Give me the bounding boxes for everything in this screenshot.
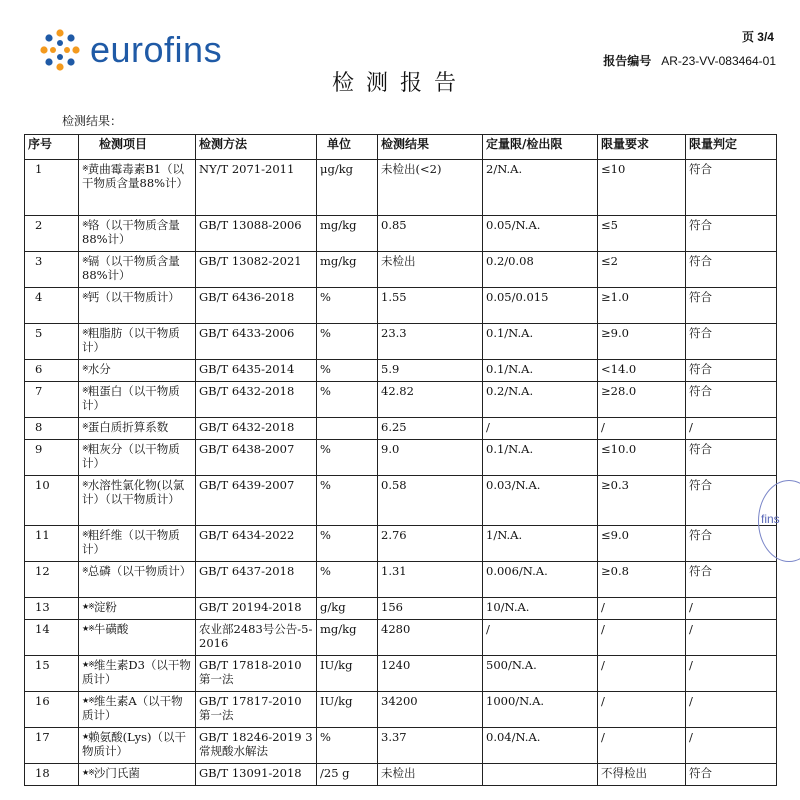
item-label: 维生素A（以干物质计） bbox=[82, 694, 183, 722]
quant-limit: 1/N.A. bbox=[483, 526, 598, 562]
row-number: 2 bbox=[25, 216, 79, 252]
table-row bbox=[25, 764, 777, 786]
unit bbox=[317, 418, 378, 440]
unit: /25 g bbox=[317, 764, 378, 786]
test-method: NY/T 2071-2011 bbox=[196, 160, 317, 216]
limit-requirement: <14.0 bbox=[598, 360, 686, 382]
test-result: 1.31 bbox=[378, 562, 483, 598]
row-number: 1 bbox=[25, 160, 79, 216]
unit: % bbox=[317, 288, 378, 324]
limit-requirement: ≥28.0 bbox=[598, 382, 686, 418]
column-header: 检测项目 bbox=[79, 135, 196, 160]
table-row bbox=[25, 440, 777, 476]
test-result: 0.58 bbox=[378, 476, 483, 526]
test-method: GB/T 6435-2014 bbox=[196, 360, 317, 382]
test-method: GB/T 17817-2010 第一法 bbox=[196, 692, 317, 728]
judgement: 符合 bbox=[686, 526, 777, 562]
item-mark: ★※ bbox=[82, 768, 94, 777]
table-row bbox=[25, 692, 777, 728]
quant-limit: / bbox=[483, 620, 598, 656]
limit-requirement: ≥9.0 bbox=[598, 324, 686, 360]
row-number: 4 bbox=[25, 288, 79, 324]
item-mark: ★※ bbox=[82, 624, 94, 633]
judgement: 符合 bbox=[686, 252, 777, 288]
table-row bbox=[25, 620, 777, 656]
judgement: 符合 bbox=[686, 160, 777, 216]
item-label: 粗纤维（以干物质计） bbox=[82, 528, 180, 556]
report-number-label: 报告编号 bbox=[603, 54, 652, 68]
unit: % bbox=[317, 440, 378, 476]
table-row bbox=[25, 526, 777, 562]
item-mark: ※ bbox=[82, 566, 88, 575]
judgement: / bbox=[686, 418, 777, 440]
test-method: GB/T 20194-2018 bbox=[196, 598, 317, 620]
test-item bbox=[79, 360, 196, 382]
quant-limit: 0.2/0.08 bbox=[483, 252, 598, 288]
item-label: 水分 bbox=[87, 362, 111, 376]
row-number: 6 bbox=[25, 360, 79, 382]
item-label: 镉（以干物质含量88%计） bbox=[82, 254, 180, 282]
test-item bbox=[79, 620, 196, 656]
table-row bbox=[25, 360, 777, 382]
item-label: 总磷（以干物质计） bbox=[87, 564, 192, 578]
item-mark: ※ bbox=[82, 444, 88, 453]
item-mark: ※ bbox=[82, 164, 88, 173]
row-number: 3 bbox=[25, 252, 79, 288]
item-mark: ※ bbox=[82, 328, 88, 337]
report-number-value: AR-23-VV-083464-01 bbox=[661, 54, 776, 68]
test-method: GB/T 6432-2018 bbox=[196, 382, 317, 418]
table-row bbox=[25, 252, 777, 288]
test-method: GB/T 17818-2010 第一法 bbox=[196, 656, 317, 692]
table-row bbox=[25, 656, 777, 692]
column-header: 检测方法 bbox=[196, 135, 317, 160]
unit: % bbox=[317, 476, 378, 526]
judgement: / bbox=[686, 692, 777, 728]
limit-requirement: / bbox=[598, 418, 686, 440]
test-result: 23.3 bbox=[378, 324, 483, 360]
table-row bbox=[25, 324, 777, 360]
page-number: 页 3/4 bbox=[741, 30, 774, 44]
judgement: 符合 bbox=[686, 764, 777, 786]
unit: mg/kg bbox=[317, 620, 378, 656]
unit: % bbox=[317, 728, 378, 764]
test-result: 未检出(<2) bbox=[378, 160, 483, 216]
row-number: 10 bbox=[25, 476, 79, 526]
table-row bbox=[25, 216, 777, 252]
judgement: 符合 bbox=[686, 562, 777, 598]
row-number: 7 bbox=[25, 382, 79, 418]
row-number: 18 bbox=[25, 764, 79, 786]
judgement: / bbox=[686, 620, 777, 656]
report-title: 检测报告 bbox=[331, 71, 468, 96]
test-method: GB/T 13088-2006 bbox=[196, 216, 317, 252]
test-item bbox=[79, 382, 196, 418]
row-number: 8 bbox=[25, 418, 79, 440]
column-header: 序号 bbox=[25, 135, 79, 160]
test-result: 6.25 bbox=[378, 418, 483, 440]
test-item bbox=[79, 288, 196, 324]
limit-requirement: / bbox=[598, 620, 686, 656]
item-label: 牛磺酸 bbox=[93, 622, 129, 636]
limit-requirement: ≤10.0 bbox=[598, 440, 686, 476]
test-method: GB/T 6437-2018 bbox=[196, 562, 317, 598]
unit: mg/kg bbox=[317, 252, 378, 288]
unit: % bbox=[317, 562, 378, 598]
item-mark: ※ bbox=[82, 256, 88, 265]
quant-limit: 0.2/N.A. bbox=[483, 382, 598, 418]
quant-limit: 0.006/N.A. bbox=[483, 562, 598, 598]
quant-limit bbox=[483, 764, 598, 786]
item-label: 钙（以干物质计） bbox=[87, 290, 180, 304]
results-table-body bbox=[25, 160, 777, 786]
item-label: 铬（以干物质含量88%计） bbox=[82, 218, 180, 246]
row-number: 14 bbox=[25, 620, 79, 656]
test-method: 农业部2483号公告-5-2016 bbox=[196, 620, 317, 656]
test-item bbox=[79, 440, 196, 476]
quant-limit: 2/N.A. bbox=[483, 160, 598, 216]
test-method: GB/T 6434-2022 bbox=[196, 526, 317, 562]
quant-limit: 0.1/N.A. bbox=[483, 440, 598, 476]
test-item bbox=[79, 562, 196, 598]
limit-requirement: / bbox=[598, 692, 686, 728]
item-mark: ※ bbox=[82, 480, 88, 489]
item-label: 黄曲霉毒素B1（以干物质含量88%计） bbox=[82, 162, 189, 190]
judgement: / bbox=[686, 656, 777, 692]
quant-limit: 0.03/N.A. bbox=[483, 476, 598, 526]
unit: IU/kg bbox=[317, 656, 378, 692]
row-number: 13 bbox=[25, 598, 79, 620]
column-header: 限量要求 bbox=[598, 135, 686, 160]
test-result: 9.0 bbox=[378, 440, 483, 476]
judgement: 符合 bbox=[686, 360, 777, 382]
quant-limit: 500/N.A. bbox=[483, 656, 598, 692]
test-item bbox=[79, 728, 196, 764]
unit: g/kg bbox=[317, 598, 378, 620]
table-header-row bbox=[25, 135, 777, 160]
unit: % bbox=[317, 360, 378, 382]
item-label: 蛋白质折算系数 bbox=[87, 420, 169, 434]
judgement: / bbox=[686, 598, 777, 620]
item-mark: ★※ bbox=[82, 696, 94, 705]
quant-limit: 1000/N.A. bbox=[483, 692, 598, 728]
item-label: 粗蛋白（以干物质计） bbox=[82, 384, 180, 412]
row-number: 11 bbox=[25, 526, 79, 562]
unit: IU/kg bbox=[317, 692, 378, 728]
judgement: 符合 bbox=[686, 440, 777, 476]
test-result: 未检出 bbox=[378, 764, 483, 786]
item-mark: ※ bbox=[82, 364, 88, 373]
judgement: / bbox=[686, 728, 777, 764]
item-label: 粗灰分（以干物质计） bbox=[82, 442, 180, 470]
test-item bbox=[79, 160, 196, 216]
test-result: 34200 bbox=[378, 692, 483, 728]
test-result: 未检出 bbox=[378, 252, 483, 288]
table-row bbox=[25, 728, 777, 764]
limit-requirement: ≥1.0 bbox=[598, 288, 686, 324]
item-label: 淀粉 bbox=[93, 600, 117, 614]
test-method: GB/T 18246-2019 3 常规酸水解法 bbox=[196, 728, 317, 764]
table-row bbox=[25, 598, 777, 620]
quant-limit: / bbox=[483, 418, 598, 440]
test-result: 0.85 bbox=[378, 216, 483, 252]
item-mark: ★ bbox=[82, 732, 89, 741]
judgement: 符合 bbox=[686, 216, 777, 252]
limit-requirement: ≤5 bbox=[598, 216, 686, 252]
row-number: 16 bbox=[25, 692, 79, 728]
test-item bbox=[79, 656, 196, 692]
column-header: 定量限/检出限 bbox=[483, 135, 598, 160]
limit-requirement: ≥0.8 bbox=[598, 562, 686, 598]
table-row bbox=[25, 160, 777, 216]
results-table bbox=[24, 134, 777, 786]
test-method: GB/T 6439-2007 bbox=[196, 476, 317, 526]
test-result: 2.76 bbox=[378, 526, 483, 562]
table-row bbox=[25, 418, 777, 440]
test-method: GB/T 13091-2018 bbox=[196, 764, 317, 786]
quant-limit: 10/N.A. bbox=[483, 598, 598, 620]
item-label: 沙门氏菌 bbox=[93, 766, 140, 780]
item-label: 赖氨酸(Lys)（以干物质计） bbox=[82, 730, 186, 758]
item-mark: ※ bbox=[82, 386, 88, 395]
test-result: 1240 bbox=[378, 656, 483, 692]
row-number: 9 bbox=[25, 440, 79, 476]
test-item bbox=[79, 216, 196, 252]
row-number: 17 bbox=[25, 728, 79, 764]
item-mark: ★※ bbox=[82, 602, 94, 611]
item-label: 维生素D3（以干物质计） bbox=[82, 658, 191, 686]
table-row bbox=[25, 562, 777, 598]
test-method: GB/T 6436-2018 bbox=[196, 288, 317, 324]
unit: mg/kg bbox=[317, 216, 378, 252]
test-method: GB/T 6438-2007 bbox=[196, 440, 317, 476]
test-item bbox=[79, 526, 196, 562]
results-label: 检测结果： bbox=[62, 114, 123, 128]
test-item bbox=[79, 252, 196, 288]
quant-limit: 0.1/N.A. bbox=[483, 324, 598, 360]
test-result: 3.37 bbox=[378, 728, 483, 764]
quant-limit: 0.04/N.A. bbox=[483, 728, 598, 764]
unit: % bbox=[317, 324, 378, 360]
test-result: 5.9 bbox=[378, 360, 483, 382]
item-mark: ※ bbox=[82, 220, 88, 229]
item-label: 粗脂肪（以干物质计） bbox=[82, 326, 180, 354]
judgement: 符合 bbox=[686, 324, 777, 360]
unit: % bbox=[317, 526, 378, 562]
judgement: 符合 bbox=[686, 288, 777, 324]
column-header: 限量判定 bbox=[686, 135, 777, 160]
item-label: 水溶性氯化物(以氯计）（以干物质计） bbox=[82, 478, 185, 506]
item-mark: ★※ bbox=[82, 660, 94, 669]
test-method: GB/T 6433-2006 bbox=[196, 324, 317, 360]
test-result: 42.82 bbox=[378, 382, 483, 418]
test-result: 156 bbox=[378, 598, 483, 620]
item-mark: ※ bbox=[82, 530, 88, 539]
column-header: 单位 bbox=[317, 135, 378, 160]
test-item bbox=[79, 598, 196, 620]
judgement: 符合 bbox=[686, 382, 777, 418]
test-method: GB/T 13082-2021 bbox=[196, 252, 317, 288]
test-item bbox=[79, 764, 196, 786]
table-row bbox=[25, 382, 777, 418]
test-item bbox=[79, 324, 196, 360]
row-number: 15 bbox=[25, 656, 79, 692]
test-result: 1.55 bbox=[378, 288, 483, 324]
test-method: GB/T 6432-2018 bbox=[196, 418, 317, 440]
column-header: 检测结果 bbox=[378, 135, 483, 160]
limit-requirement: ≤2 bbox=[598, 252, 686, 288]
item-mark: ※ bbox=[82, 422, 88, 431]
unit: % bbox=[317, 382, 378, 418]
judgement: 符合 bbox=[686, 476, 777, 526]
limit-requirement: ≤9.0 bbox=[598, 526, 686, 562]
seal-text: fins bbox=[761, 512, 780, 526]
limit-requirement: / bbox=[598, 598, 686, 620]
table-row bbox=[25, 476, 777, 526]
test-item bbox=[79, 476, 196, 526]
limit-requirement: 不得检出 bbox=[598, 764, 686, 786]
quant-limit: 0.05/0.015 bbox=[483, 288, 598, 324]
row-number: 5 bbox=[25, 324, 79, 360]
test-result: 4280 bbox=[378, 620, 483, 656]
test-item bbox=[79, 418, 196, 440]
item-mark: ※ bbox=[82, 292, 88, 301]
table-row bbox=[25, 288, 777, 324]
limit-requirement: / bbox=[598, 656, 686, 692]
brand-name: eurofins bbox=[90, 29, 223, 70]
limit-requirement: ≤10 bbox=[598, 160, 686, 216]
limit-requirement: / bbox=[598, 728, 686, 764]
limit-requirement: ≥0.3 bbox=[598, 476, 686, 526]
test-item bbox=[79, 692, 196, 728]
unit: μg/kg bbox=[317, 160, 378, 216]
quant-limit: 0.1/N.A. bbox=[483, 360, 598, 382]
quant-limit: 0.05/N.A. bbox=[483, 216, 598, 252]
row-number: 12 bbox=[25, 562, 79, 598]
